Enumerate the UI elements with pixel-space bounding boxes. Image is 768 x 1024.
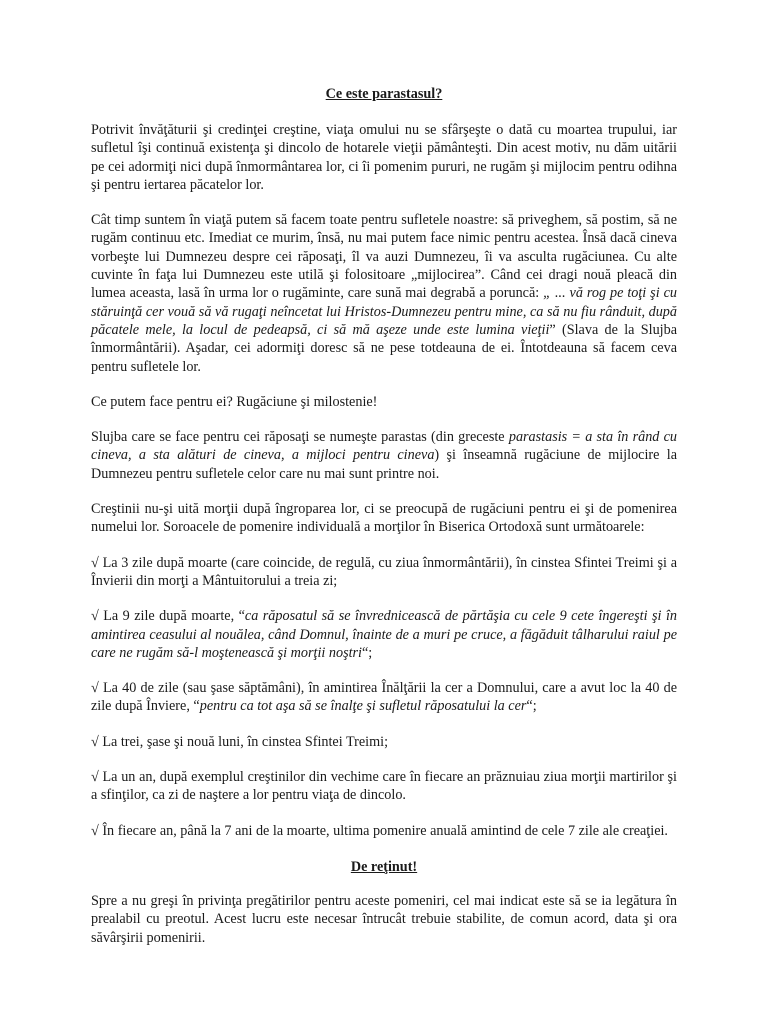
paragraph-parastas-definition [91,428,677,483]
list-item-luni: √ La trei, şase şi nouă luni, în cinstea Sfintei Treimi; [91,733,389,750]
quote-text: parastasis = a sta în rând cu cineva, a sta alături de cineva, a mijloci pentru cineva [91,429,677,464]
section-heading-de-retinut: De reţinut! [350,858,418,875]
paragraph-text: √ La 9 zile după moarte, “ [91,608,245,625]
paragraph-text: “; [526,698,537,715]
paragraph-text: ) şi înseamnă rugăciune de mijlocire la Dumnezeu pentru sufletele celor care nu mai sunt printre noi. [91,447,677,482]
paragraph-text: “; [362,644,373,661]
paragraph-text: √ La 40 de zile (sau şase săptămâni), în amintirea Înălţării la cer a Domnului, care a avut loc la 40 de zile după Înviere, “ [91,680,677,715]
list-item-7-ani: √ În fiecare an, până la 7 ani de la moarte, ultima pomenire anuală amintind de cele 7 zile ale creaţiei. [91,822,668,839]
list-item-9-zile [91,607,677,662]
list-item-3-zile: √ La 3 zile după moarte (care coincide, de regulă, cu ziua înmormântării), în cinstea Sfintei Treimi şi a Învierii din morţi a Mântuitorului a treia zi; [91,554,677,589]
paragraph-text: Cât timp suntem în viaţă putem să facem toate pentru sufletele noastre: să priveghem, să postim, să ne rugăm continuu etc. Imediat ce murim, însă, nu mai putem face nimic pentru acestea. Însă dacă cineva vorbeşte lui Dumnezeu despre cei răposaţi, îl va auzi Dumnezeu, îi va asculta rugăciunea. Cu alte cuvinte în faţa lui Dumnezeu este utilă şi folositoare „mijlocirea”. Când cei dragi nouă pleacă din lumea aceasta, lasă în urma lor o rugăminte, care sună mai degrabă a poruncă: [91,212,677,302]
quote-text: pentru ca tot aşa să se înalţe şi sufletul răposatului la cer [199,698,527,715]
paragraph-final: Spre a nu greşi în privinţa pregătirilor pentru aceste pomeniri, cel mai indicat este să se ia legătura în prealabil cu preotul. Acest lucru este necesar întrucât trebuie stabilite, de comun acord, data şi ora săvârşirii pomenirii. [91,892,677,946]
paragraph-question: Ce putem face pentru ei? Rugăciune şi milostenie! [91,393,378,410]
quote-text: „ ... vă rog pe toţi şi cu stăruinţă cer vouă să vă rugaţi neîncetat lui Hristos-Dumnezeu pentru mine, ca să nu fiu rânduit, după păcatele mele, la locul de pedeapsă, ci să mă aşeze unde este lumina vieţii [91,285,677,338]
list-item-un-an: √ La un an, după exemplul creştinilor din vechime care în fiecare an prăznuiau ziua morţii martirilor şi a sfinţilor, ca zi de naştere a lor pentru viaţa de dincolo. [91,769,677,804]
paragraph-intro: Potrivit învăţăturii şi credinţei creştine, viaţa omului nu se sfârşeşte o dată cu moartea trupului, iar sufletul îşi continuă existenţa şi dincolo de hotarele vieţii pământeşti. Din acest motiv, nu dăm uitării pe cei adormiţi nici după înmormântarea lor, ci îi pomenim pururi, ne rugăm şi mijlocim pentru odihna şi pentru iertarea păcatelor lor. [91,122,677,193]
paragraph-text: Slujba care se face pentru cei răposaţi se numeşte parastas (din greceste [91,429,509,446]
paragraph-text: ” (Slava de la Slujba înmormântării). Aşadar, cei adormiţi doresc să ne pese totdeauna de ei. Întotdeauna să facem ceva pentru sufletele lor. [91,321,677,375]
document-title: Ce este parastasul? [325,86,443,102]
paragraph-soroace: Creştinii nu-şi uită morţii după îngroparea lor, ci se preocupă de rugăciuni pentru ei şi de pomenirea numelui lor. Soroacele de pomenire individuală a morţilor în Biserica Ortodoxă sunt următoarele: [91,501,677,536]
paragraph-mijlocire [91,211,677,376]
quote-text: ca răposatul să se învrednicească de părtăşia cu cele 9 cete îngereşti şi în amintirea ceasului al nouălea, când Domnul, înainte de a muri pe cruce, a făgăduit tâlharului raiul pe care ne rugăm să-l moştenească şi morţii noştri [91,608,677,661]
list-item-40-zile [91,679,677,716]
